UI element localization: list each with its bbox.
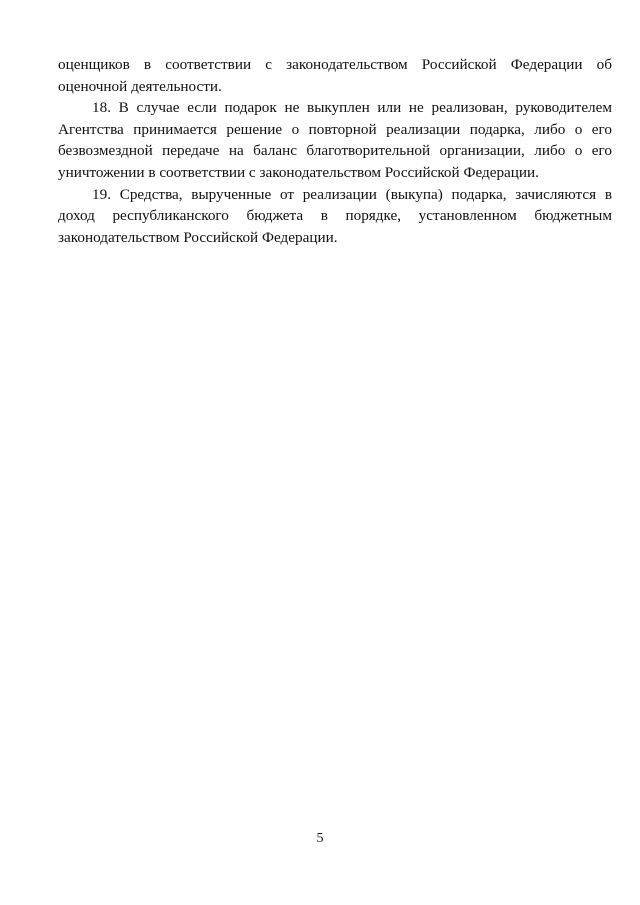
paragraph-item-19: 19. Средства, вырученные от реализации (выкупа) подарка, зачисляются в доход республиканского бюджета в порядке, установленном бюджетным законодательством Российской Федерации. — [58, 185, 612, 246]
page-number: 5 — [316, 831, 324, 846]
paragraph-item-18: 18. В случае если подарок не выкуплен или не реализован, руководителем Агентства принимается решение о повторной реализации подарка, либо о его безвозмездной передаче на баланс благотворительной организации, либо о его уничтожении в соответствии с законодательством Российской Федерации. — [58, 99, 612, 181]
document-body — [58, 54, 612, 248]
paragraph-continuation: оценщиков в соответствии с законодательством Российской Федерации об оценочной деятельности. — [58, 56, 612, 95]
